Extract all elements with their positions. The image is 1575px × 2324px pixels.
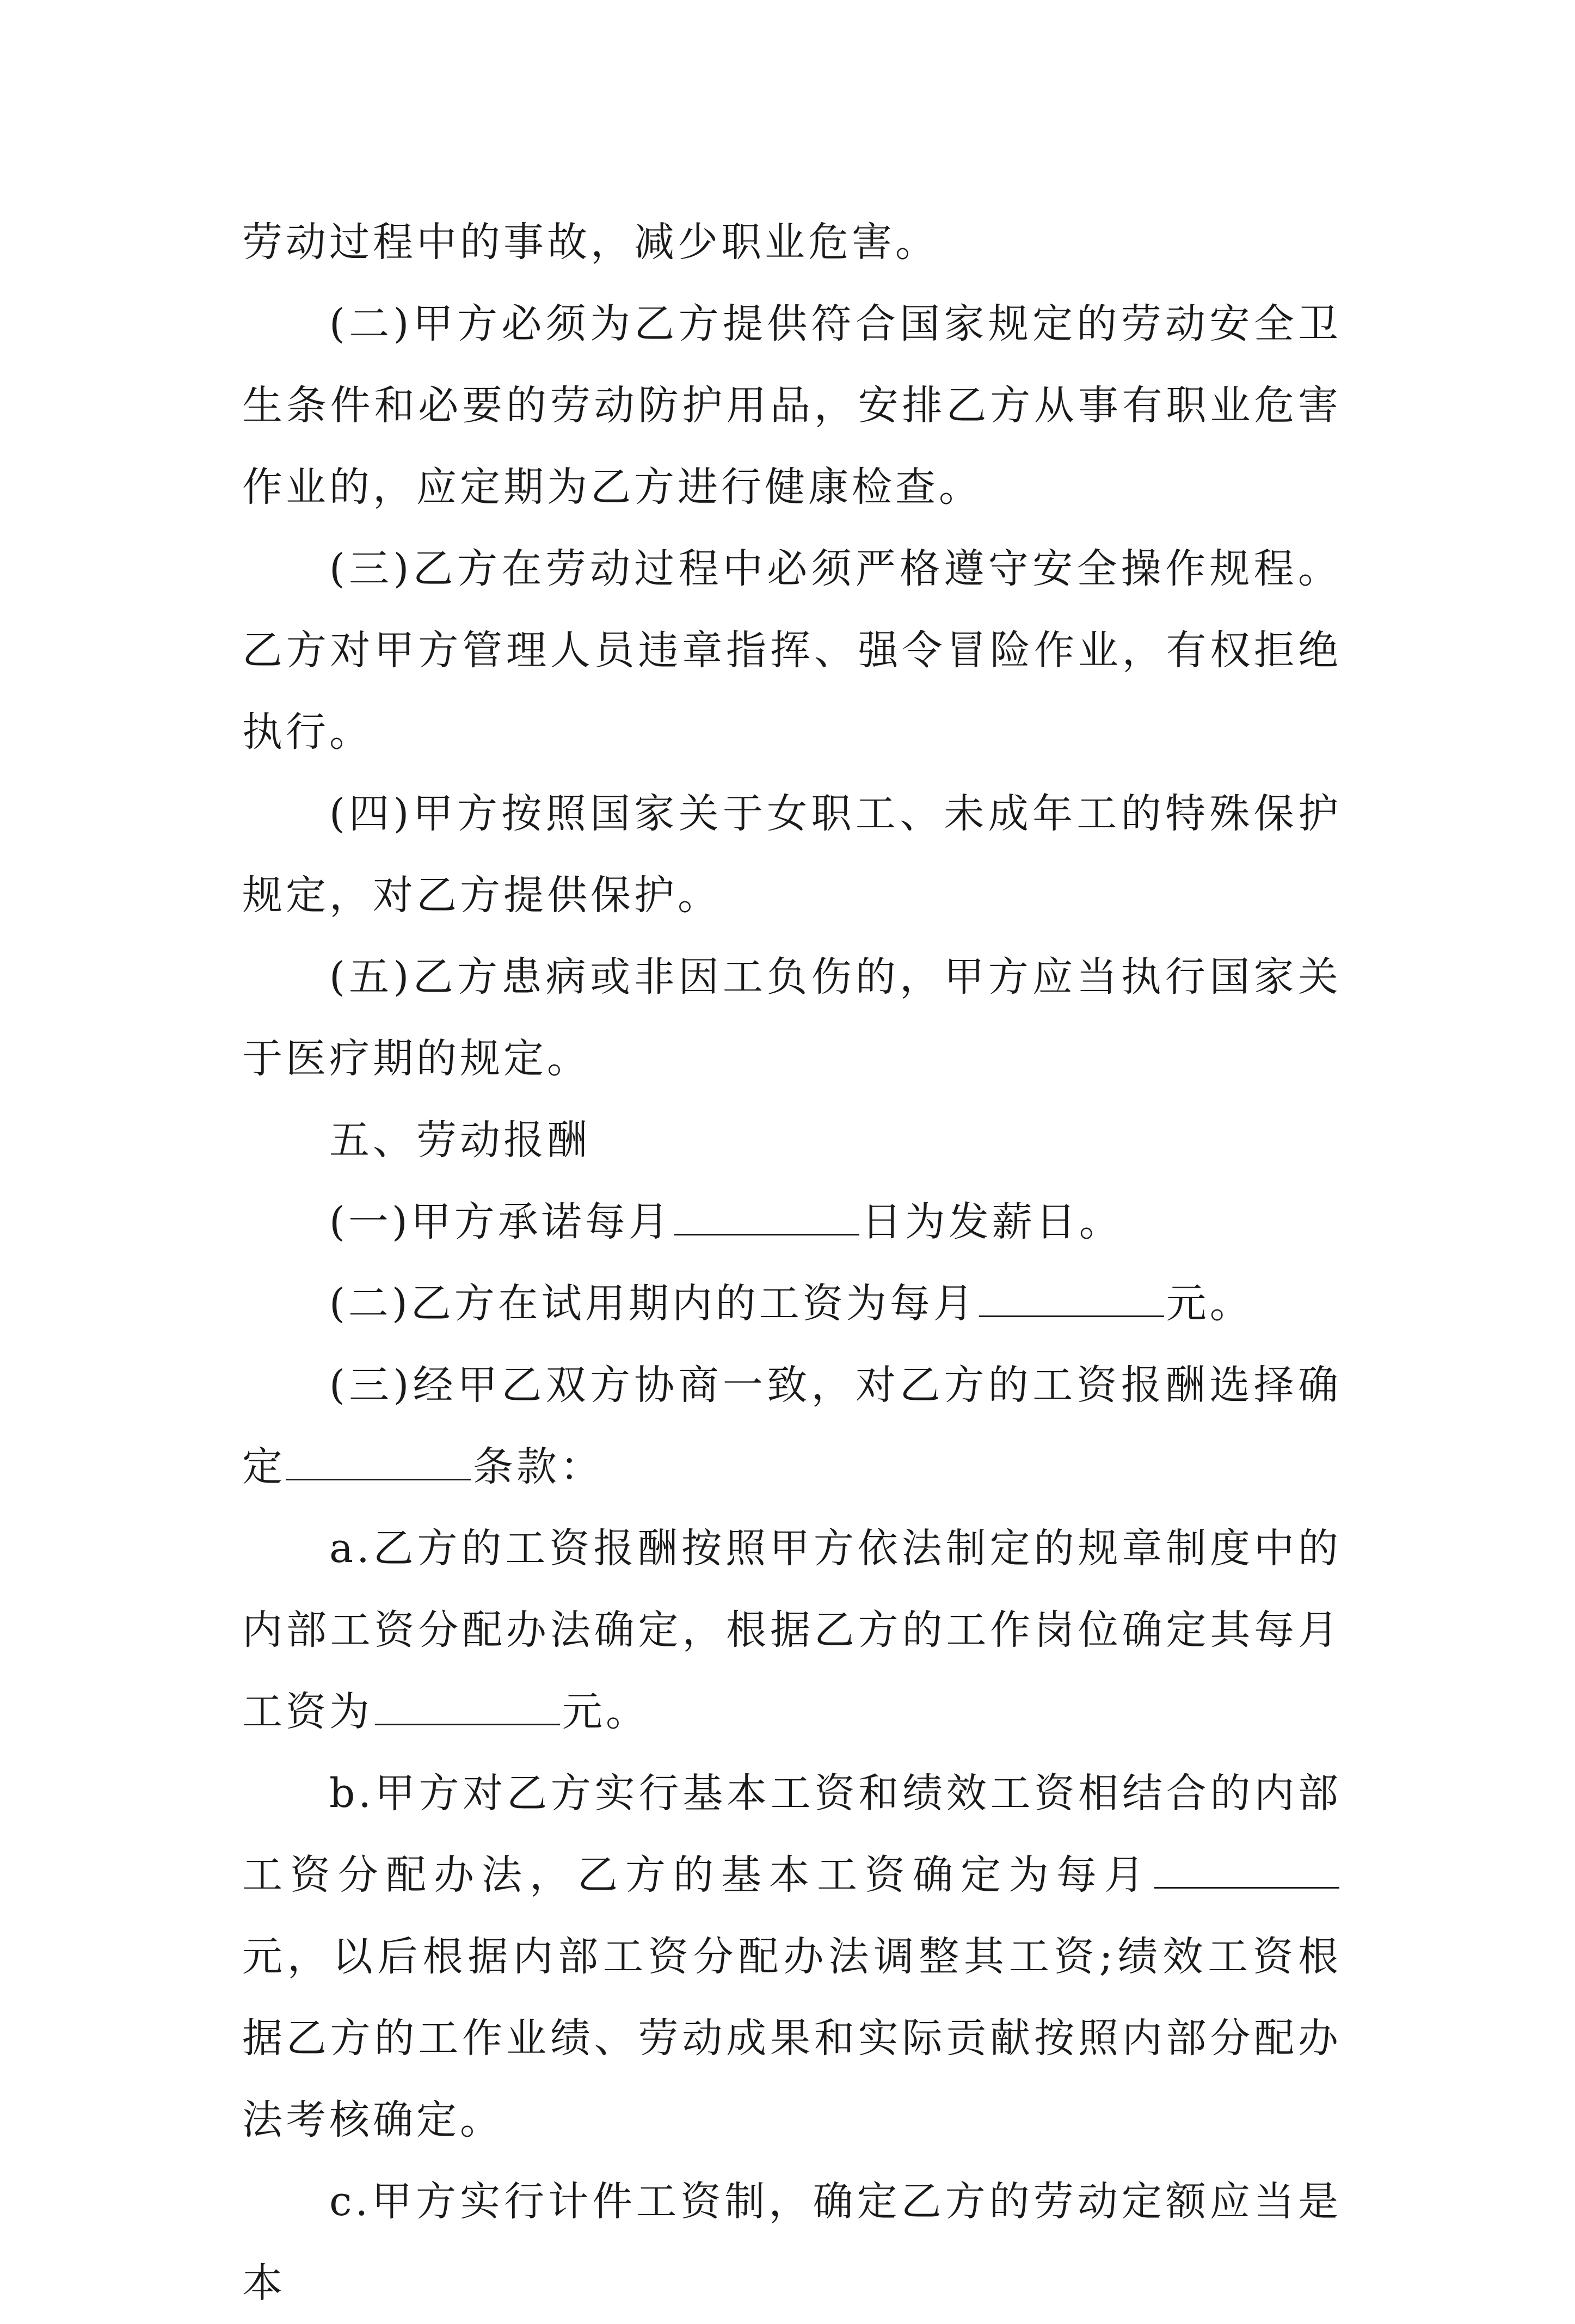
- option-b-blank: [1154, 1849, 1339, 1889]
- section-heading-remuneration: 五、劳动报酬: [329, 1117, 590, 1164]
- option-b-text: b.甲方对乙方实行基本工资和绩效工资相结合的内部工资分配办法，乙方的基本工资确定为每月: [242, 1770, 1342, 1898]
- document-body: [242, 201, 1342, 2324]
- payday-text: (一)甲方承诺每月: [329, 1198, 672, 1245]
- option-b-text-end: 元，以后根据内部工资分配办法调整其工资;绩效工资根据乙方的工作业绩、劳动成果和实际贡献按照内部分配办法考核确定。: [242, 1933, 1342, 2143]
- paragraph-option-b: [242, 1753, 1342, 2161]
- paragraph-option-a: [242, 1508, 1342, 1753]
- salary-option-blank: [286, 1441, 471, 1480]
- paragraph-probation-salary: [242, 1263, 1342, 1344]
- paragraph-safety-conditions: (二)甲方必须为乙方提供符合国家规定的劳动安全卫生条件和必要的劳动防护用品，安排乙方从事有职业危害作业的，应定期为乙方进行健康检查。: [242, 300, 1342, 511]
- paragraph-continuation: 劳动过程中的事故，减少职业危害。: [242, 219, 939, 266]
- paragraph-option-c: c.甲方实行计件工资制，确定乙方的劳动定额应当是本: [242, 2178, 1342, 2307]
- paragraph-medical-period: (五)乙方患病或非因工负伤的，甲方应当执行国家关于医疗期的规定。: [242, 954, 1342, 1082]
- paragraph-safety-rules: (三)乙方在劳动过程中必须严格遵守安全操作规程。乙方对甲方管理人员违章指挥、强令冒险作业，有权拒绝执行。: [242, 545, 1342, 755]
- probation-salary-text: (二)乙方在试用期内的工资为每月: [329, 1280, 977, 1327]
- paragraph-special-protection: (四)甲方按照国家关于女职工、未成年工的特殊保护规定，对乙方提供保护。: [242, 790, 1342, 919]
- probation-salary-text-end: 元。: [1166, 1280, 1253, 1327]
- option-a-text: a.乙方的工资报酬按照甲方依法制定的规章制度中的内部工资分配办法确定，根据乙方的工作岗位确定其每月工资为: [242, 1525, 1342, 1735]
- payday-blank: [674, 1196, 859, 1235]
- salary-option-text: (三)经甲乙双方协商一致，对乙方的工资报酬选择确定: [242, 1362, 1342, 1490]
- probation-salary-blank: [979, 1277, 1164, 1317]
- option-a-blank: [375, 1686, 560, 1725]
- salary-option-text-end: 条款：: [473, 1443, 604, 1490]
- paragraph-salary-option: [242, 1344, 1342, 1508]
- option-a-text-end: 元。: [562, 1688, 649, 1735]
- payday-text-end: 日为发薪日。: [861, 1198, 1123, 1245]
- paragraph-payday: [242, 1181, 1342, 1263]
